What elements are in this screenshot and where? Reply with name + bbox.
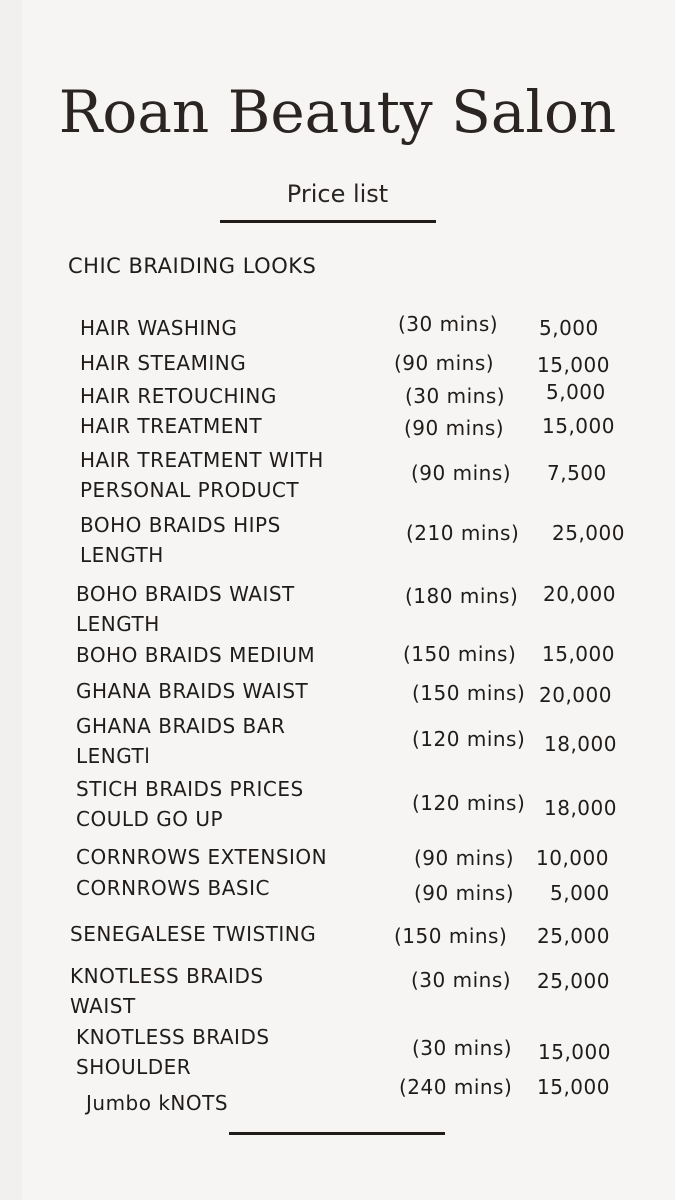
service-duration: (150 mins) xyxy=(394,924,508,948)
service-price: 15,000 xyxy=(537,353,610,377)
service-price: 25,000 xyxy=(537,969,610,993)
service-duration: (90 mins) xyxy=(394,351,495,375)
service-duration: (120 mins) xyxy=(412,791,526,815)
service-price: 7,500 xyxy=(547,461,607,485)
service-name: BOHO BRAIDS WAIST LENGTH xyxy=(76,582,295,636)
service-duration: (30 mins) xyxy=(412,1036,513,1060)
service-name: SENEGALESE TWISTING xyxy=(70,922,317,946)
service-price: 20,000 xyxy=(543,582,616,606)
service-price: 5,000 xyxy=(546,380,606,404)
service-price: 15,000 xyxy=(542,414,615,438)
service-name: Jumbo kNOTS xyxy=(86,1091,229,1115)
service-duration: (120 mins) xyxy=(412,727,526,751)
service-price: 15,000 xyxy=(538,1040,611,1064)
service-name: GHANA BRAIDS BAR LENGTl xyxy=(76,714,286,768)
service-duration: (240 mins) xyxy=(399,1075,513,1099)
service-name: GHANA BRAIDS WAIST xyxy=(76,679,309,703)
service-price: 20,000 xyxy=(539,683,612,707)
service-duration: (90 mins) xyxy=(414,846,515,870)
service-name: HAIR STEAMING xyxy=(80,351,247,375)
bottom-divider xyxy=(229,1132,445,1135)
service-name: BOHO BRAIDS MEDIUM xyxy=(76,643,316,667)
service-price: 5,000 xyxy=(539,316,599,340)
service-price: 18,000 xyxy=(544,732,617,756)
service-duration: (90 mins) xyxy=(411,461,512,485)
service-duration: (180 mins) xyxy=(405,584,519,608)
service-name: HAIR TREATMENT xyxy=(80,414,263,438)
service-name: CORNROWS EXTENSION xyxy=(76,845,328,869)
service-price: 15,000 xyxy=(542,642,615,666)
service-price: 10,000 xyxy=(536,846,609,870)
service-name: HAIR TREATMENT WITH PERSONAL PRODUCT xyxy=(80,448,324,502)
service-name: CORNROWS BASIC xyxy=(76,876,270,900)
service-price: 15,000 xyxy=(537,1075,610,1099)
section-title: CHIC BRAIDING LOOKS xyxy=(68,254,317,278)
top-divider xyxy=(220,220,436,223)
service-name: STICH BRAIDS PRICES COULD GO UP xyxy=(76,777,304,831)
service-price: 5,000 xyxy=(550,881,610,905)
service-duration: (210 mins) xyxy=(406,521,520,545)
service-name: HAIR WASHING xyxy=(80,316,238,340)
service-duration: (90 mins) xyxy=(404,416,505,440)
salon-title: Roan Beauty Salon xyxy=(58,78,617,146)
service-duration: (30 mins) xyxy=(411,968,512,992)
price-list-subtitle: Price list xyxy=(286,180,389,208)
service-name: KNOTLESS BRAIDS WAIST xyxy=(70,964,264,1018)
service-duration: (90 mins) xyxy=(414,881,515,905)
service-duration: (150 mins) xyxy=(403,642,517,666)
service-duration: (30 mins) xyxy=(398,312,499,336)
service-duration: (150 mins) xyxy=(412,681,526,705)
service-name: BOHO BRAIDS HIPS LENGTH xyxy=(80,513,281,567)
service-duration: (30 mins) xyxy=(405,384,506,408)
service-price: 25,000 xyxy=(537,924,610,948)
service-name: HAIR RETOUCHING xyxy=(80,384,277,408)
service-price: 25,000 xyxy=(552,521,625,545)
service-name: KNOTLESS BRAIDS SHOULDER xyxy=(76,1025,270,1079)
service-price: 18,000 xyxy=(544,796,617,820)
